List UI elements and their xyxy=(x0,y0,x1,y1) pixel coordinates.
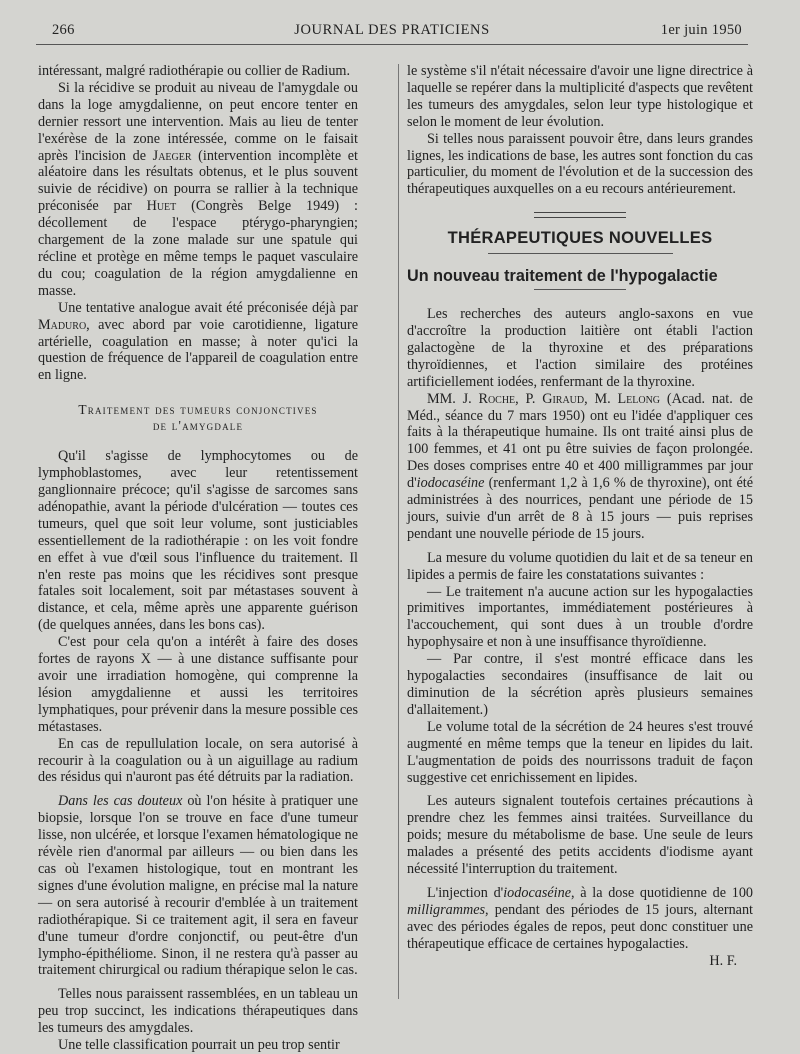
signature-line xyxy=(407,953,753,970)
right-column xyxy=(407,63,753,970)
paragraph xyxy=(407,885,753,953)
text-run: , à la dose quotidienne de 100 xyxy=(571,884,754,901)
author-name: Giraud xyxy=(542,390,585,407)
text-run: (renfermant 1,2 à 1,6 % de thyroxine), ont été administrées à des nourrices, pendant une période de 15 jours, suivie d'un arrêt de 8 à 15 jours — puis reprises pendant une nouvelle période de 15 jours. xyxy=(407,475,753,542)
paragraph xyxy=(38,80,358,300)
text-run: (intervention incomplète et aléatoire dans les résultats obtenus, et le plus souvent suivie de récidive) on pourra se rallier à la technique préconisée par xyxy=(38,147,358,215)
italic-phrase: milligrammes xyxy=(407,901,486,918)
paragraph: C'est pour cela qu'on a intérêt à faire des doses fortes de rayons X — à une distance suffisante pour avoir une irradiation homogène, qui comprenne la lésion amygdalienne et aussi les territoires lymphatiques, pour prévenir dans la mesure possible ces métastases. xyxy=(38,634,358,735)
author-name: Lelong xyxy=(617,390,661,407)
paragraph xyxy=(407,391,753,543)
italic-phrase: iodocaséine xyxy=(416,475,485,492)
title-rule xyxy=(488,253,673,254)
text-run: (Congrès Belge 1949) : décollement de l'espace ptérygo-pharyngien; chargement de la zone malade sur une spatule qui récline et protège en même temps le paquet vasculaire du cou; coagulation de la région amygdalienne en masse. xyxy=(38,198,358,299)
journal-title: JOURNAL DES PRATICIENS xyxy=(294,22,490,38)
text-run: Une tentative analogue avait été préconisée déjà par xyxy=(58,299,358,316)
paragraph: Si telles nous paraissent pouvoir être, dans leurs grandes lignes, les indications de base, les autres sont fonction du cas particulier, du moment de l'évolution et de la succession des thérapeutiques auxquelles on a eu recours antérieurement. xyxy=(407,130,753,198)
text-run: , pendant des périodes de 15 jours, alternant avec des périodes égales de repos, peut donc constituer une thérapeutique efficace de certaines hypogalacties. xyxy=(407,901,753,952)
text-run: , avec abord par voie carotidienne, ligature artérielle, coagulation en masse; à noter qu'ici la question de fréquence de l'appareil de coagulation entre en ligne. xyxy=(38,316,358,384)
text-run: (Acad. nat. de Méd., séance du 7 mars 1950) ont eu l'idée d'appliquer ces faits à la thérapeutique humaine. Ils ont traité ainsi plus de 100 femmes, et 41 ont pu être suivies de façon prolongée. Des doses comprises entre 40 et 400 milligrammes par jour d' xyxy=(407,390,753,492)
section-subheading xyxy=(38,402,358,434)
text-run: Si la récidive se produit au niveau de l'amygdale ou dans la loge amygdalienne, on peut encore tenter en dernier ressort une intervention. Mais au lieu de tenter l'exérèse de la zone intéressée, comme on le faisait après l'incision de xyxy=(38,79,358,164)
paragraph: intéressant, malgré radiothérapie ou collier de Radium. xyxy=(38,63,351,79)
paragraph: Le volume total de la sécrétion de 24 heures s'est trouvé augmenté en même temps que la teneur en lipides du lait. L'augmentation de poids des nourrissons traduit de façon suggestive cet enrichissement en lipides. xyxy=(407,718,753,786)
paragraph xyxy=(38,793,358,979)
paragraph: La mesure du volume quotidien du lait et de sa teneur en lipides a permis de faire les constatations suivantes : xyxy=(407,549,753,583)
header-rule xyxy=(36,44,748,45)
subheading-line: Traitement des tumeurs conjonctives xyxy=(78,402,318,418)
author-name: Huet xyxy=(146,198,177,215)
text-run: où l'on hésite à pratiquer une biopsie, lorsque l'on se trouve en face d'une tumeur lisse, non ulcérée, et lorsque l'examen hématologique ne révèle rien d'anormal par ailleurs — ou bien dans les cas où l'examen histologique, tout en montrant les signes d'une évolution maligne, en précise mal la nature — on sera autorisé à recourir d'emblée à un traitement radiothérapique. Si ce traitement agit, il sera en faveur d'une tumeur d'ordre conjonctif, ou peut-être d'un lympho-épithéliome. Sinon, il ne restera qu'à passer au traitement chirurgical ou radium thérapique selon le cas. xyxy=(38,793,358,979)
paragraph xyxy=(38,300,358,385)
italic-phrase: iodocaséine xyxy=(503,884,571,901)
article-title: Un nouveau traitement de l'hypogalactie xyxy=(407,267,718,286)
text-run: L'injection d' xyxy=(427,884,504,901)
author-name: Roche xyxy=(478,390,516,407)
double-rule xyxy=(534,212,626,218)
author-signature: H. F. xyxy=(709,952,737,969)
issue-date: 1er juin 1950 xyxy=(660,22,742,38)
text-run: , M. xyxy=(584,390,618,407)
author-name: Maduro xyxy=(38,316,87,333)
subheading-line: de l'amygdale xyxy=(152,418,244,434)
left-column xyxy=(38,63,358,1054)
paragraph: Les auteurs signalent toutefois certaines précautions à prendre chez les femmes ainsi traitées. Surveillance du poids; mesure du métabolisme de base. Une seule de leurs malades a présenté des petits accidents d'iodisme ayant nécessité l'interruption du traitement. xyxy=(407,793,753,878)
paragraph: Telles nous paraissent rassemblées, en un tableau un peu trop succinct, les indications thérapeutiques dans les tumeurs des amygdales. xyxy=(38,986,358,1037)
paragraph: — Par contre, il s'est montré efficace dans les hypogalacties secondaires (insuffisance de lait ou diminution de la sécrétion après plusieurs semaines d'allaitement.) xyxy=(407,651,753,718)
text-run: MM. J. xyxy=(427,390,479,407)
paragraph: Les recherches des auteurs anglo-saxons en vue d'accroître la production laitière ont établi l'action galactogène de la thyroxine et des préparations thyroïdiennes, et l'action similaire des protéines artificiellement iodées, renfermant de la thyroxine. xyxy=(407,306,753,390)
paragraph: le système s'il n'était nécessaire d'avoir une ligne directrice à laquelle se repérer dans la multiplicité d'aspects que revêtent les tumeurs des amygdales, selon leur type histologique et selon le moment de leur évolution. xyxy=(407,63,753,130)
running-header xyxy=(40,20,744,42)
italic-phrase: Dans les cas douteux xyxy=(58,793,183,810)
paragraph: Qu'il s'agisse de lymphocytomes ou de lymphoblastomes, avec leur retentissement ganglionnaire précoce; qu'il s'agisse de sarcomes sans adénopathie, avant la période d'ulcération — toutes ces tumeurs, quel que soit leur volume, sont justiciables essentiellement de la radiothérapie : on les voit fondre en effet à vue d'œil sous l'influence du traitement. Il n'en reste pas moins que les récidives sont presque fatales soit localement, soit par métastases souvent à distance, et cela, même après une apparente guérison (de quelques années, dans les bons cas). xyxy=(38,448,358,634)
paragraph: — Le traitement n'a aucune action sur les hypogalacties primitives importantes, immédiatement postérieures à l'accouchement, qui sont dues à un trouble d'ordre hypophysaire et non à une insuffisance thyroïdienne. xyxy=(407,583,753,651)
article-rule xyxy=(534,289,626,290)
paragraph: En cas de repullulation locale, on sera autorisé à recourir à la coagulation ou à un aiguillage au radium des résidus qui n'auront pas été détruits par la radiation. xyxy=(38,735,358,786)
page-number: 266 xyxy=(52,22,75,38)
author-name: Jaeger xyxy=(152,147,192,164)
section-title: THÉRAPEUTIQUES NOUVELLES xyxy=(447,229,713,248)
text-run: , P. xyxy=(515,390,543,407)
paragraph: Une telle classification pourrait un peu trop sentir xyxy=(58,1037,340,1054)
column-divider xyxy=(398,64,399,999)
